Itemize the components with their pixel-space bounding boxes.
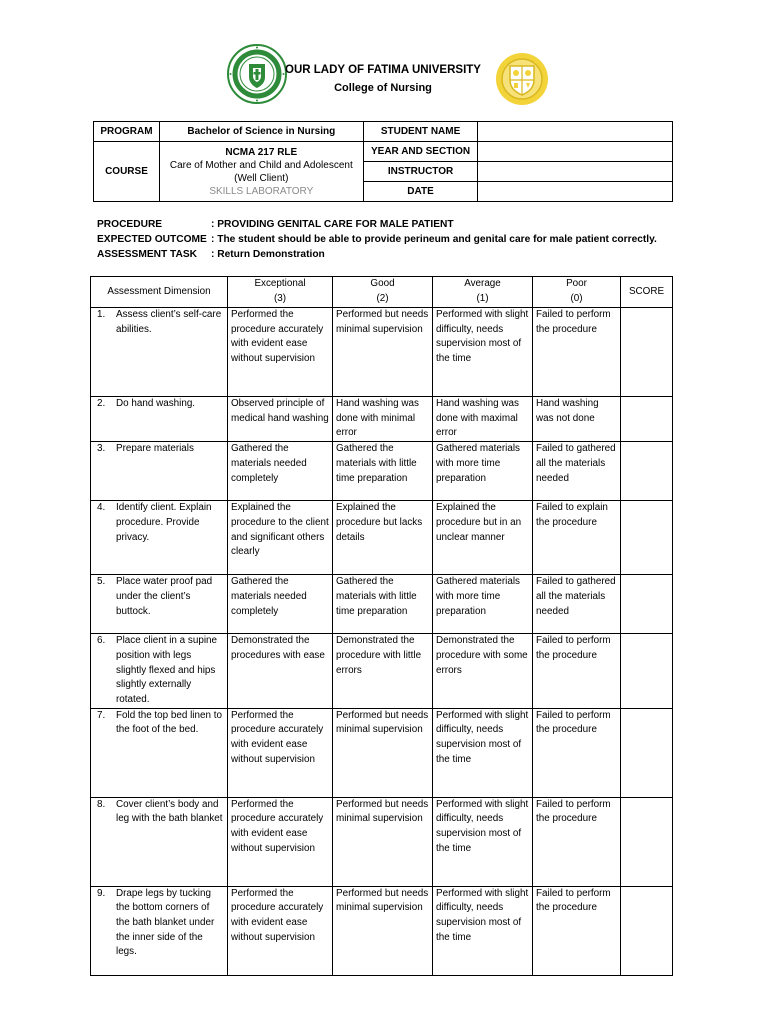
average-cell: Hand washing was done with maximal error	[433, 397, 533, 442]
average-cell: Performed with slight difficulty, needs supervision most of the time	[433, 308, 533, 397]
rubric-row	[91, 797, 673, 886]
program-value: Bachelor of Science in Nursing	[159, 122, 363, 142]
college-name: College of Nursing	[334, 82, 432, 94]
dimension-text: Place client in a supine position with legs slightly flexed and hips slightly externally rotated.	[116, 635, 218, 705]
dimension-text: Place water proof pad under the client’s buttock.	[116, 576, 213, 617]
good-cell: Performed but needs minimal supervision	[333, 308, 433, 397]
exceptional-cell: Performed the procedure accurately with evident ease without supervision	[228, 708, 333, 797]
exceptional-cell: Performed the procedure accurately with evident ease without supervision	[228, 797, 333, 886]
exceptional-cell: Gathered the materials needed completely	[228, 575, 333, 634]
dimension-cell	[91, 797, 228, 886]
rubric-row	[91, 397, 673, 442]
dimension-text: Prepare materials	[116, 443, 194, 455]
dimension-number: 9.	[97, 887, 106, 899]
student-name-label: STUDENT NAME	[363, 122, 478, 142]
poor-cell: Failed to gathered all the materials needed	[533, 442, 621, 501]
instructor-field[interactable]	[478, 162, 673, 182]
course-details	[159, 142, 363, 202]
dimension-cell	[91, 308, 228, 397]
year-section-label: YEAR AND SECTION	[363, 142, 478, 162]
date-label: DATE	[363, 182, 478, 202]
course-sub: SKILLS LABORATORY	[209, 185, 314, 197]
procedure-label: PROCEDURE	[97, 219, 163, 230]
outcome-value: : The student should be able to provide perineum and genital care for male patient correctly.	[211, 234, 657, 245]
header-dimension: Assessment Dimension	[91, 277, 228, 308]
dimension-number: 2.	[97, 398, 106, 409]
poor-cell: Failed to explain the procedure	[533, 501, 621, 575]
rubric-row	[91, 575, 673, 634]
university-seal-icon	[227, 44, 287, 104]
dimension-cell	[91, 442, 228, 501]
score-cell[interactable]	[621, 708, 673, 797]
score-cell[interactable]	[621, 886, 673, 975]
dimension-cell	[91, 886, 228, 975]
good-cell: Performed but needs minimal supervision	[333, 708, 433, 797]
student-name-field[interactable]	[478, 122, 673, 142]
dimension-cell	[91, 501, 228, 575]
good-cell: Performed but needs minimal supervision	[333, 797, 433, 886]
score-cell[interactable]	[621, 501, 673, 575]
average-cell: Gathered materials with more time preparation	[433, 442, 533, 501]
dimension-cell	[91, 575, 228, 634]
good-cell: Demonstrated the procedure with little errors	[333, 634, 433, 709]
course-label: COURSE	[94, 142, 160, 202]
dimension-number: 3.	[97, 443, 106, 455]
university-name: OUR LADY OF FATIMA UNIVERSITY	[285, 64, 481, 76]
year-section-field[interactable]	[478, 142, 673, 162]
dimension-text: Fold the top bed linen to the foot of the bed.	[116, 709, 222, 736]
dimension-text: Identify client. Explain procedure. Provide privacy.	[116, 502, 212, 543]
nursing-seal-icon	[495, 52, 549, 106]
poor-cell: Failed to perform the procedure	[533, 308, 621, 397]
good-cell: Explained the procedure but lacks details	[333, 501, 433, 575]
dimension-number: 1.	[97, 309, 106, 320]
dimension-number: 4.	[97, 502, 106, 514]
poor-cell: Failed to perform the procedure	[533, 797, 621, 886]
score-cell[interactable]	[621, 575, 673, 634]
score-cell[interactable]	[621, 442, 673, 501]
task-label: ASSESSMENT TASK	[97, 249, 197, 260]
procedure-block	[97, 217, 657, 262]
average-cell: Demonstrated the procedure with some errors	[433, 634, 533, 709]
program-label: PROGRAM	[94, 122, 160, 142]
good-cell: Gathered the materials with little time preparation	[333, 575, 433, 634]
poor-cell: Failed to gathered all the materials needed	[533, 575, 621, 634]
rubric-row	[91, 634, 673, 709]
dimension-cell	[91, 634, 228, 709]
rubric-row	[91, 308, 673, 397]
course-code: NCMA 217 RLE	[225, 146, 298, 158]
header-exceptional: Exceptional (3)	[228, 277, 333, 308]
exceptional-cell: Explained the procedure to the client and significant others clearly	[228, 501, 333, 575]
exceptional-cell: Observed principle of medical hand washing	[228, 397, 333, 442]
average-cell: Explained the procedure but in an unclear manner	[433, 501, 533, 575]
instructor-label: INSTRUCTOR	[363, 162, 478, 182]
rubric-row	[91, 708, 673, 797]
exceptional-cell: Performed the procedure accurately with evident ease without supervision	[228, 308, 333, 397]
dimension-text: Assess client’s self-care abilities.	[116, 309, 222, 335]
average-cell: Gathered materials with more time preparation	[433, 575, 533, 634]
dimension-text: Drape legs by tucking the bottom corners of the bath blanket under the inner side of the legs.	[116, 887, 215, 958]
outcome-label: EXPECTED OUTCOME	[97, 234, 207, 245]
dimension-number: 5.	[97, 576, 106, 588]
task-value: : Return Demonstration	[211, 249, 325, 260]
dimension-text: Do hand washing.	[116, 398, 196, 409]
dimension-number: 8.	[97, 798, 106, 810]
header-poor: Poor (0)	[533, 277, 621, 308]
good-cell: Performed but needs minimal supervision	[333, 886, 433, 975]
course-title: Care of Mother and Child and Adolescent (Well Client)	[169, 159, 353, 184]
poor-cell: Failed to perform the procedure	[533, 634, 621, 709]
rubric-row	[91, 442, 673, 501]
date-field[interactable]	[478, 182, 673, 202]
dimension-number: 7.	[97, 709, 106, 721]
dimension-cell	[91, 708, 228, 797]
rubric-table	[90, 276, 673, 976]
good-cell: Hand washing was done with minimal error	[333, 397, 433, 442]
good-cell: Gathered the materials with little time preparation	[333, 442, 433, 501]
rubric-row	[91, 886, 673, 975]
poor-cell: Hand washing was not done	[533, 397, 621, 442]
exceptional-cell: Gathered the materials needed completely	[228, 442, 333, 501]
dimension-text: Cover client’s body and leg with the bath blanket	[116, 798, 223, 825]
course-info-table	[93, 121, 673, 202]
header-score: SCORE	[621, 277, 673, 308]
average-cell: Performed with slight difficulty, needs supervision most of the time	[433, 886, 533, 975]
rubric-header-row	[91, 277, 673, 308]
procedure-value: : PROVIDING GENITAL CARE FOR MALE PATIENT	[211, 219, 454, 230]
header-average: Average (1)	[433, 277, 533, 308]
score-cell[interactable]	[621, 397, 673, 442]
rubric-row	[91, 501, 673, 575]
score-cell[interactable]	[621, 634, 673, 709]
poor-cell: Failed to perform the procedure	[533, 708, 621, 797]
score-cell[interactable]	[621, 308, 673, 397]
average-cell: Performed with slight difficulty, needs supervision most of the time	[433, 708, 533, 797]
poor-cell: Failed to perform the procedure	[533, 886, 621, 975]
exceptional-cell: Performed the procedure accurately with evident ease without supervision	[228, 886, 333, 975]
dimension-number: 6.	[97, 635, 106, 647]
dimension-cell	[91, 397, 228, 442]
header-good: Good (2)	[333, 277, 433, 308]
average-cell: Performed with slight difficulty, needs supervision most of the time	[433, 797, 533, 886]
exceptional-cell: Demonstrated the procedures with ease	[228, 634, 333, 709]
score-cell[interactable]	[621, 797, 673, 886]
